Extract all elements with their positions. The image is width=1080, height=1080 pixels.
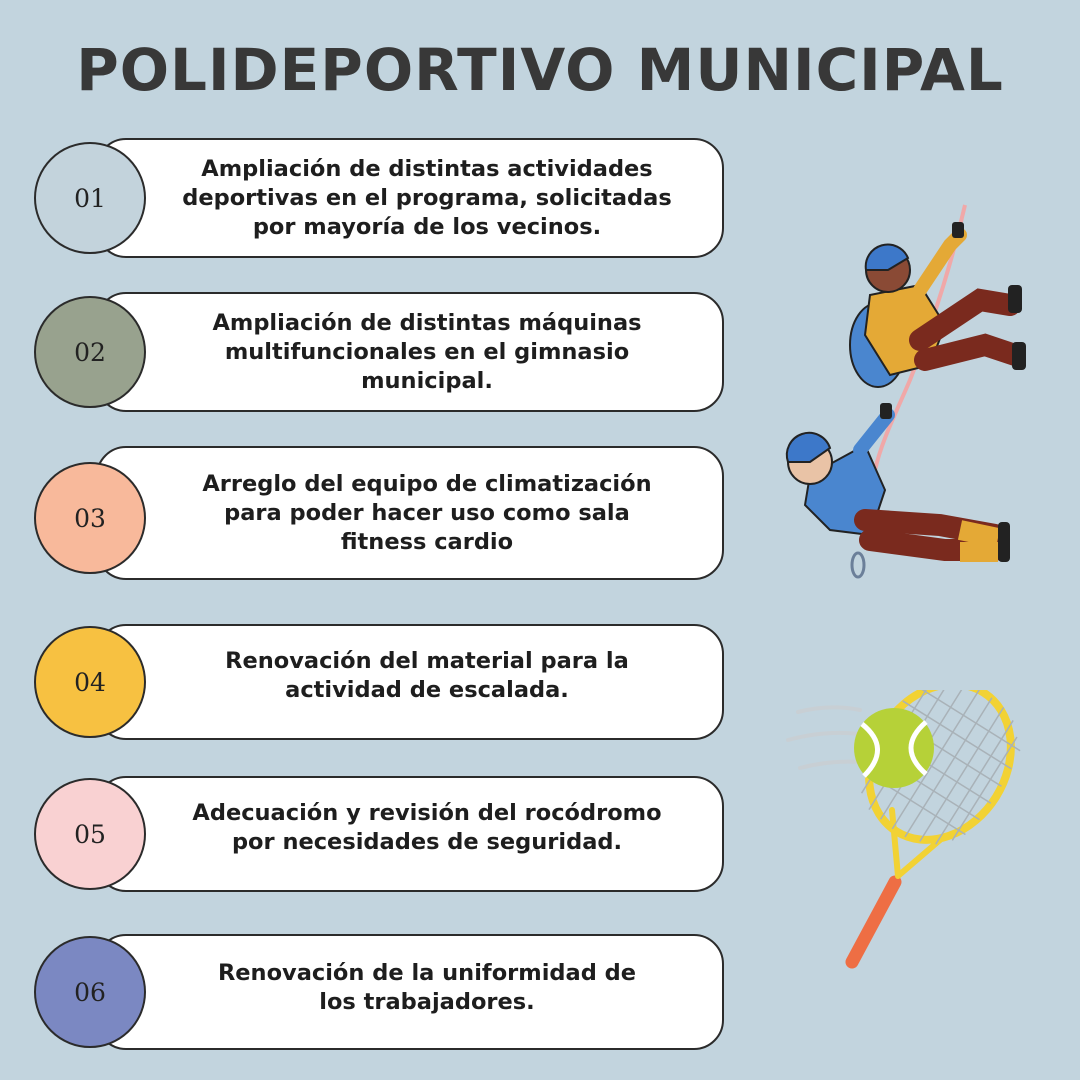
page-title: POLIDEPORTIVO MUNICIPAL	[76, 36, 1004, 104]
item-text: Renovación del material para la actividad de escalada.	[225, 648, 629, 703]
item-text: Adecuación y revisión del rocódromo por necesidades de seguridad.	[192, 800, 662, 855]
list-item	[0, 776, 760, 892]
list-item	[0, 446, 760, 580]
item-text: Ampliación de distintas máquinas multifuncionales en el gimnasio municipal.	[212, 309, 642, 394]
number-badge: 06	[34, 936, 146, 1048]
item-card	[96, 934, 724, 1050]
rope-climbers-icon	[770, 200, 1050, 590]
number-badge: 02	[34, 296, 146, 408]
number-badge: 05	[34, 778, 146, 890]
tennis-racket-ball-icon	[780, 690, 1040, 980]
item-card	[96, 776, 724, 892]
item-text: Ampliación de distintas actividades deportivas en el programa, solicitadas por mayoría de los vecinos.	[182, 155, 672, 240]
item-card	[96, 446, 724, 580]
list-item	[0, 138, 760, 258]
item-text: Renovación de la uniformidad de los trabajadores.	[217, 960, 637, 1015]
item-card	[96, 624, 724, 740]
item-card	[96, 292, 724, 412]
item-text: Arreglo del equipo de climatización para poder hacer uso como sala fitness cardio	[202, 470, 652, 555]
list-item	[0, 292, 760, 412]
number-badge: 04	[34, 626, 146, 738]
number-badge: 01	[34, 142, 146, 254]
list-item	[0, 624, 760, 740]
number-badge: 03	[34, 462, 146, 574]
list-item	[0, 934, 760, 1050]
item-card	[96, 138, 724, 258]
